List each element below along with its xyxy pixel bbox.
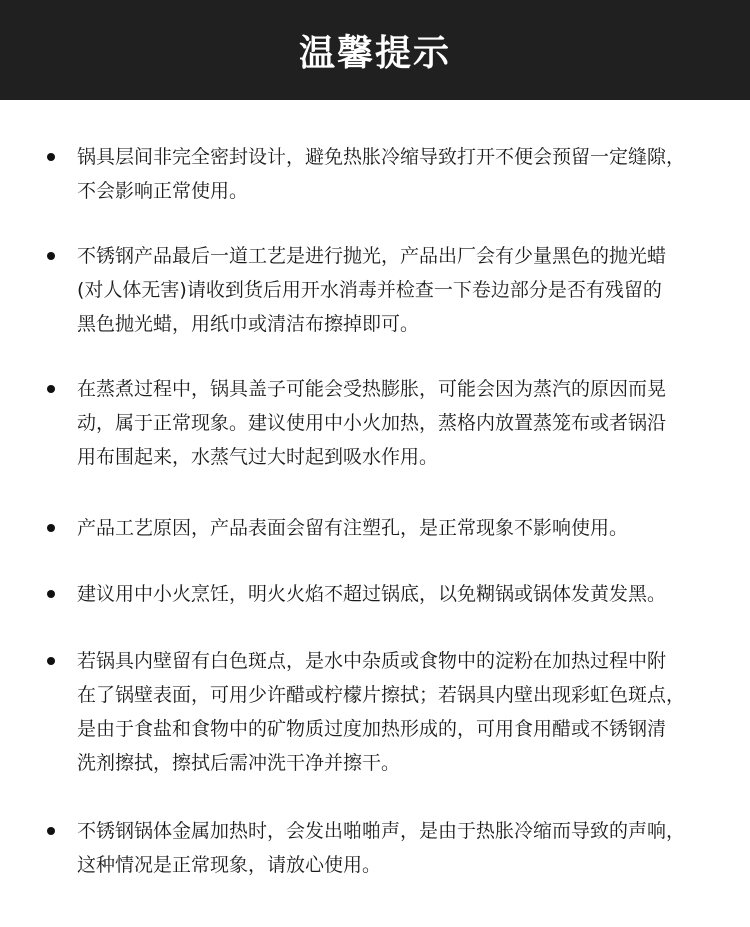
tip-line: 若锅具内壁留有白色斑点，是水中杂质或食物中的淀粉在加热过程中附 [77, 650, 667, 672]
tip-text [77, 644, 717, 780]
tip-line: (对人体无害)请收到货后用开水消毒并检查一下卷边部分是否有残留的 [77, 279, 662, 301]
page-title: 温馨提示 [298, 32, 451, 74]
tip-text [77, 814, 717, 882]
tip-line: 这种情况是正常现象，请放心使用。 [77, 854, 382, 876]
tip-text [77, 140, 717, 208]
tip-text [77, 511, 717, 545]
bullet-icon [47, 252, 55, 260]
bullet-icon [47, 385, 55, 393]
tip-text [77, 577, 717, 611]
tip-text [77, 239, 717, 341]
tip-line: 黑色抛光蜡，用纸巾或清洁布擦掉即可。 [77, 313, 420, 335]
bullet-icon [47, 827, 55, 835]
tip-line: 用布围起来，水蒸气过大时起到吸水作用。 [77, 446, 439, 468]
header-banner [0, 0, 750, 100]
bullet-icon [47, 153, 55, 161]
tip-line: 在蒸煮过程中，锅具盖子可能会受热膨胀，可能会因为蒸汽的原因而晃 [77, 378, 667, 400]
tip-line: 建议用中小火烹饪，明火火焰不超过锅底，以免糊锅或锅体发黄发黑。 [77, 583, 667, 605]
tip-line: 在了锅壁表面，可用少许醋或柠檬片擦拭；若锅具内壁出现彩虹色斑点， [77, 684, 686, 706]
bullet-icon [47, 590, 55, 598]
tip-line: 是由于食盐和食物中的矿物质过度加热形成的，可用食用醋或不锈钢清 [77, 718, 667, 740]
tip-line: 不锈钢锅体金属加热时，会发出啪啪声，是由于热胀冷缩而导致的声响， [77, 820, 686, 842]
tip-line: 锅具层间非完全密封设计，避免热胀冷缩导致打开不便会预留一定缝隙， [77, 146, 686, 168]
bullet-icon [47, 524, 55, 532]
bullet-icon [47, 657, 55, 665]
tip-line: 产品工艺原因，产品表面会留有注塑孔，是正常现象不影响使用。 [77, 517, 629, 539]
tip-line: 洗剂擦拭，擦拭后需冲洗干净并擦干。 [77, 752, 401, 774]
tip-line: 动，属于正常现象。建议使用中小火加热，蒸格内放置蒸笼布或者锅沿 [77, 412, 667, 434]
tip-line: 不会影响正常使用。 [77, 180, 249, 202]
tip-text [77, 372, 717, 474]
tip-line: 不锈钢产品最后一道工艺是进行抛光，产品出厂会有少量黑色的抛光蜡 [77, 245, 667, 267]
